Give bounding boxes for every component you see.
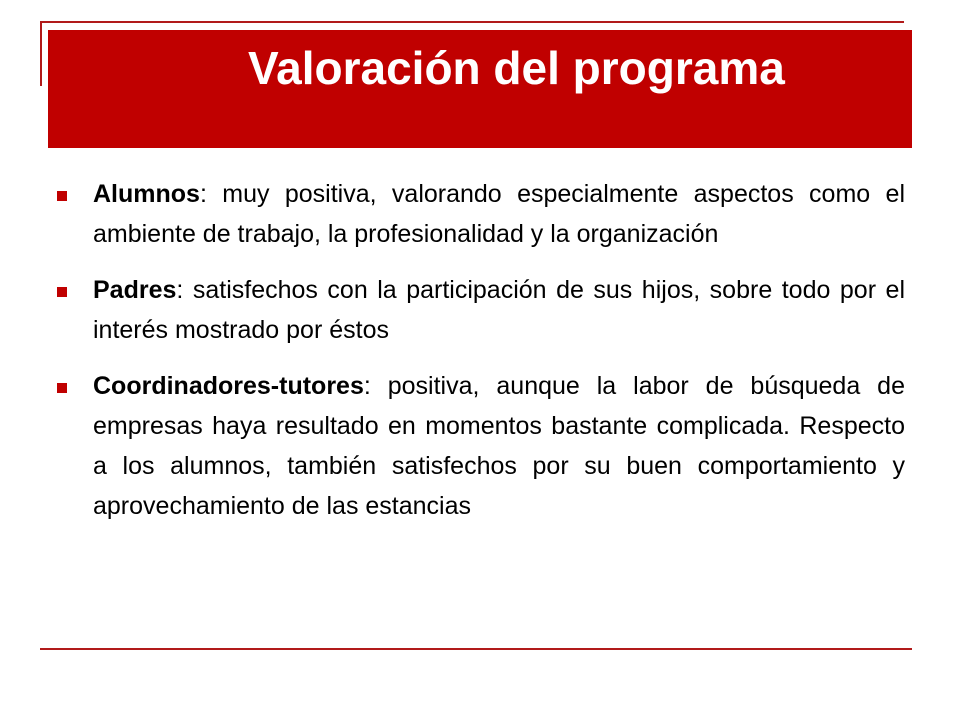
bullet-term: Alumnos [93, 180, 200, 208]
bullet-term: Coordinadores-tutores [93, 372, 364, 400]
slide-title: Valoración del programa [248, 42, 785, 94]
bullet-list [57, 174, 905, 542]
square-bullet-icon [57, 383, 67, 393]
bullet-description: : satisfechos con la participación de sus hijos, sobre todo por el interés mostrado por éstos [93, 276, 905, 344]
bullet-item-padres [57, 270, 905, 350]
square-bullet-icon [57, 287, 67, 297]
bullet-description: : muy positiva, valorando especialmente aspectos como el ambiente de trabajo, la profesionalidad y la organización [93, 180, 905, 248]
left-decorative-line [40, 21, 42, 86]
bullet-text [93, 174, 905, 254]
bullet-description: : positiva, aunque la labor de búsqueda de empresas haya resultado en momentos bastante complicada. Respecto a los alumnos, también satisfechos por su buen comportamiento y aprovechamiento de las estancias [93, 372, 905, 520]
bottom-decorative-line [40, 648, 912, 650]
bullet-item-alumnos [57, 174, 905, 254]
bullet-item-coordinadores [57, 366, 905, 526]
top-decorative-line [40, 21, 904, 23]
bullet-text [93, 366, 905, 526]
bullet-term: Padres [93, 276, 177, 304]
bullet-text [93, 270, 905, 350]
square-bullet-icon [57, 191, 67, 201]
title-band [48, 30, 912, 148]
